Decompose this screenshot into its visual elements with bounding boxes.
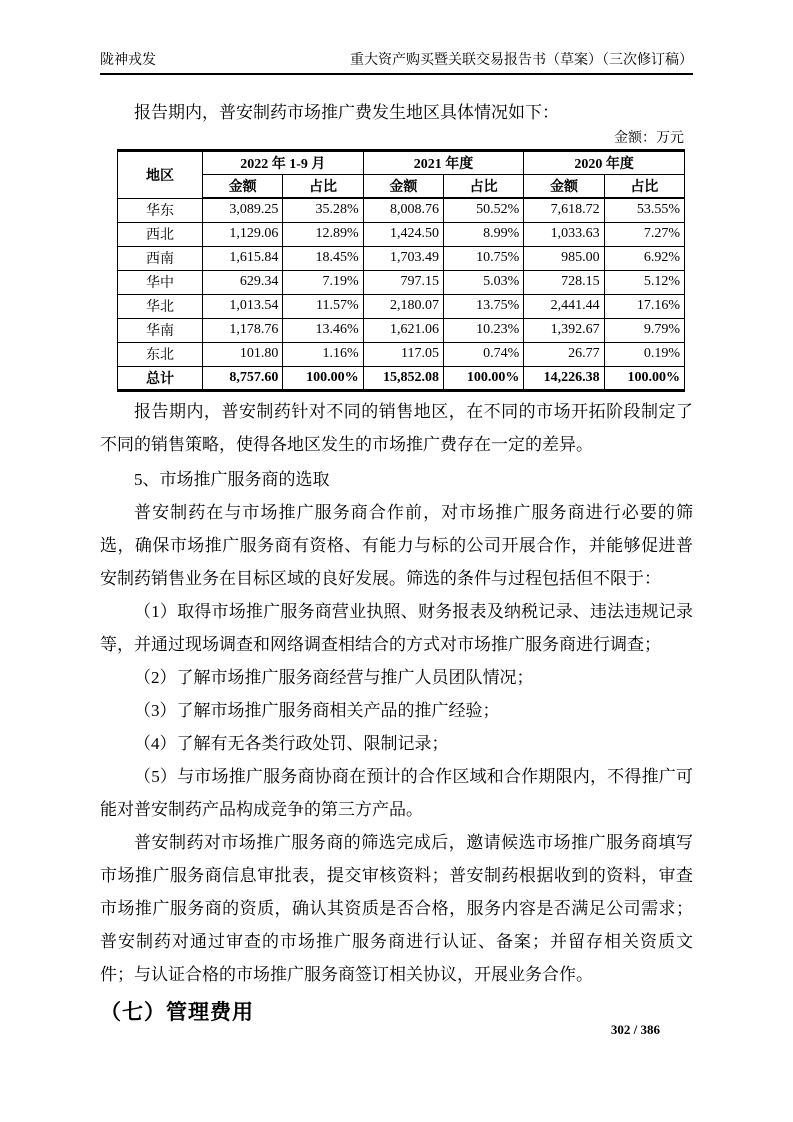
table-row (118, 270, 685, 294)
amount-cell: 1,033.63 (524, 222, 604, 246)
screening-item-5: （5）与市场推广服务商协商在预计的合作区域和合作期限内，不得推广可能对普安制药产品构成竞争的第三方产品。 (100, 766, 693, 819)
region-cell: 华南 (118, 318, 203, 342)
heading-5: 5、市场推广服务商的选取 (134, 469, 330, 489)
subheader-amount: 金额 (524, 175, 604, 199)
ratio-cell: 12.89% (283, 222, 363, 246)
amount-cell: 7,618.72 (524, 198, 604, 222)
amount-cell: 629.34 (203, 270, 283, 294)
ratio-cell: 13.75% (444, 294, 524, 318)
amount-cell: 728.15 (524, 270, 604, 294)
region-cell: 西南 (118, 246, 203, 270)
ratio-cell: 7.27% (604, 222, 684, 246)
page-number: 302 / 386 (610, 1022, 660, 1037)
subheader-ratio: 占比 (283, 175, 363, 199)
ratio-cell: 10.23% (444, 318, 524, 342)
ratio-cell: 6.92% (604, 246, 684, 270)
screening-item-4: （4）了解有无各类行政处罚、限制记录； (134, 733, 449, 753)
table-unit-label: 金额：万元 (614, 131, 684, 146)
ratio-cell: 13.46% (283, 318, 363, 342)
section-heading-admin-expense: （七）管理费用 (100, 1000, 254, 1024)
region-cell: 华中 (118, 270, 203, 294)
page-content (100, 96, 693, 1027)
ratio-cell: 17.16% (604, 294, 684, 318)
total-label-cell: 总计 (118, 366, 203, 390)
subheader-ratio: 占比 (444, 175, 524, 199)
ratio-cell: 0.74% (444, 342, 524, 366)
running-header (100, 52, 693, 75)
ratio-cell: 53.55% (604, 198, 684, 222)
ratio-cell: 0.19% (604, 342, 684, 366)
intro-paragraph: 报告期内，普安制药市场推广费发生地区具体情况如下： (134, 103, 559, 122)
year-header-2022: 2022 年 1-9 月 (203, 151, 364, 175)
subheader-ratio: 占比 (604, 175, 684, 199)
region-cell: 华北 (118, 294, 203, 318)
year-header-2021: 2021 年度 (363, 151, 524, 175)
table-row (118, 246, 685, 270)
table-row (118, 198, 685, 222)
amount-cell: 797.15 (363, 270, 443, 294)
ratio-cell: 7.19% (283, 270, 363, 294)
amount-cell: 8,008.76 (363, 198, 443, 222)
ratio-cell: 11.57% (283, 294, 363, 318)
ratio-cell: 100.00% (444, 366, 524, 390)
subheader-amount: 金额 (203, 175, 283, 199)
promotion-region-table (117, 149, 685, 392)
ratio-cell: 5.03% (444, 270, 524, 294)
table-row (118, 342, 685, 366)
screening-item-3: （3）了解市场推广服务商相关产品的推广经验； (134, 700, 500, 720)
certification-paragraph: 普安制药对市场推广服务商的筛选完成后，邀请候选市场推广服务商填写市场推广服务商信息审批表，提交审核资料；普安制药根据收到的资料，审查市场推广服务商的资质，确认其资质是否合格，服务内容是否满足公司需求；普安制药对通过审查的市场推广服务商进行认证、备案；并留存相关资质文件；与认证合格的市场推广服务商签订相关协议，开展业务合作。 (100, 832, 693, 984)
amount-cell: 14,226.38 (524, 366, 604, 390)
amount-cell: 985.00 (524, 246, 604, 270)
amount-cell: 26.77 (524, 342, 604, 366)
header-company-name: 陇神戎发 (100, 53, 156, 68)
ratio-cell: 35.28% (283, 198, 363, 222)
amount-cell: 101.80 (203, 342, 283, 366)
ratio-cell: 18.45% (283, 246, 363, 270)
ratio-cell: 9.79% (604, 318, 684, 342)
ratio-cell: 8.99% (444, 222, 524, 246)
region-column-header: 地区 (118, 151, 203, 199)
region-cell: 华东 (118, 198, 203, 222)
screening-item-2: （2）了解市场推广服务商经营与推广人员团队情况； (134, 667, 534, 687)
table-total-row (118, 366, 685, 390)
screening-item-1: （1）取得市场推广服务商营业执照、财务报表及纳税记录、违法违规记录等，并通过现场调查和网络调查相结合的方式对市场推广服务商进行调查； (100, 601, 693, 654)
table-row (118, 294, 685, 318)
table-header (118, 151, 685, 199)
year-header-2020: 2020 年度 (524, 151, 685, 175)
amount-cell: 1,703.49 (363, 246, 443, 270)
amount-cell: 1,615.84 (203, 246, 283, 270)
region-cell: 东北 (118, 342, 203, 366)
header-report-title: 重大资产购买暨关联交易报告书（草案）（三次修订稿） (350, 53, 693, 68)
ratio-cell: 1.16% (283, 342, 363, 366)
screening-intro-paragraph: 普安制药在与市场推广服务商合作前，对市场推广服务商进行必要的筛选，确保市场推广服务商有资格、有能力与标的公司开展合作，并能够促进普安制药销售业务在目标区域的良好发展。筛选的条件与过程包括但不限于： (100, 502, 693, 588)
ratio-cell: 50.52% (444, 198, 524, 222)
ratio-cell: 100.00% (283, 366, 363, 390)
amount-cell: 1,178.76 (203, 318, 283, 342)
amount-cell: 8,757.60 (203, 366, 283, 390)
amount-cell: 3,089.25 (203, 198, 283, 222)
amount-cell: 1,129.06 (203, 222, 283, 246)
after-table-paragraph: 报告期内，普安制药针对不同的销售地区，在不同的市场开拓阶段制定了不同的销售策略，使得各地区发生的市场推广费存在一定的差异。 (100, 401, 693, 454)
ratio-cell: 10.75% (444, 246, 524, 270)
region-cell: 西北 (118, 222, 203, 246)
amount-cell: 2,180.07 (363, 294, 443, 318)
ratio-cell: 100.00% (604, 366, 684, 390)
table-row (118, 318, 685, 342)
amount-cell: 1,392.67 (524, 318, 604, 342)
amount-cell: 1,013.54 (203, 294, 283, 318)
amount-cell: 1,621.06 (363, 318, 443, 342)
amount-cell: 2,441.44 (524, 294, 604, 318)
amount-cell: 117.05 (363, 342, 443, 366)
ratio-cell: 5.12% (604, 270, 684, 294)
amount-cell: 15,852.08 (363, 366, 443, 390)
subheader-amount: 金额 (363, 175, 443, 199)
table-row (118, 222, 685, 246)
amount-cell: 1,424.50 (363, 222, 443, 246)
